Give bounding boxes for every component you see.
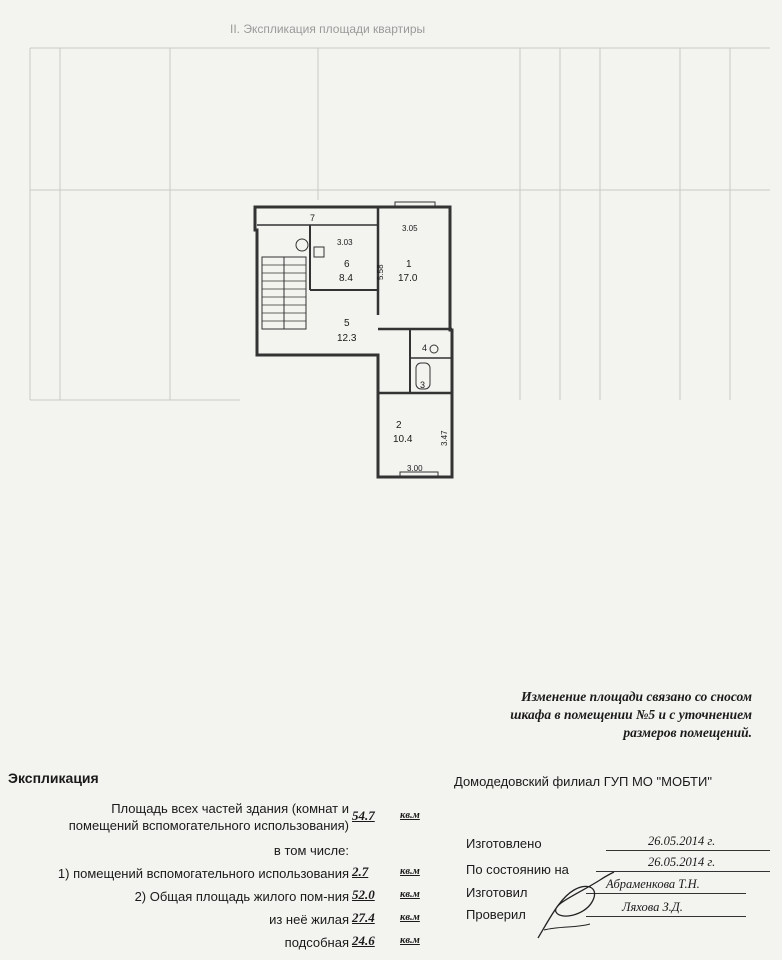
room-1-area: 17.0 xyxy=(398,273,418,284)
general-area-value: 52.0 xyxy=(352,887,375,902)
change-note xyxy=(430,688,752,742)
room-2-number: 2 xyxy=(396,420,402,431)
made-label: Изготовлено xyxy=(466,836,542,851)
state-date: 26.05.2014 г. xyxy=(648,855,716,869)
dim-room2-length: 3.47 xyxy=(440,430,449,446)
general-area-unit: кв.м xyxy=(400,889,420,900)
change-note-line-2: шкафа в помещении №5 и с уточнением xyxy=(510,707,752,722)
general-area-label: 2) Общая площадь жилого пом-ния xyxy=(134,889,349,904)
maker-name: Абраменкова Т.Н. xyxy=(606,877,700,891)
maker-label: Изготовил xyxy=(466,885,528,900)
change-note-line-1: Изменение площади связано со сносом xyxy=(521,689,752,704)
total-area-unit: кв.м xyxy=(400,810,420,821)
checker-label: Проверил xyxy=(466,907,526,922)
room-6-number: 6 xyxy=(344,259,350,270)
utility-area-label: подсобная xyxy=(284,935,349,950)
room-6-area: 8.4 xyxy=(339,273,353,284)
room-4-number: 4 xyxy=(422,343,428,353)
dim-room6-width: 3.03 xyxy=(337,238,353,247)
living-area-value: 27.4 xyxy=(352,910,375,925)
state-underline xyxy=(596,871,770,872)
explication-title: Экспликация xyxy=(8,770,99,786)
state-label: По состоянию на xyxy=(466,862,569,877)
total-area-value: 54.7 xyxy=(352,808,375,823)
change-note-line-3: размеров помещений. xyxy=(623,725,752,740)
dim-room2-width: 3.00 xyxy=(407,464,423,473)
living-area-unit: кв.м xyxy=(400,912,420,923)
checker-name: Ляхова З.Д. xyxy=(622,900,683,914)
aux-area-unit: кв.м xyxy=(400,866,420,877)
room-5-number: 5 xyxy=(344,318,350,329)
room-2-area: 10.4 xyxy=(393,434,413,445)
room-3-number: 3 xyxy=(420,380,426,390)
handwritten-signature xyxy=(530,868,620,948)
total-area-label-1: Площадь всех частей здания (комнат и xyxy=(111,801,349,816)
room-5-area: 12.3 xyxy=(337,333,357,344)
utility-area-value: 24.6 xyxy=(352,933,375,948)
aux-area-label: 1) помещений вспомогательного использования xyxy=(57,866,349,881)
room-1-number: 1 xyxy=(406,259,412,270)
organization-name: Домодедовский филиал ГУП МО "МОБТИ" xyxy=(454,774,712,789)
section-title: II. Экспликация площади квартиры xyxy=(230,22,426,36)
dim-room1-width: 3.05 xyxy=(402,224,418,233)
aux-area-value: 2.7 xyxy=(352,864,369,879)
total-area-label-2: помещений вспомогательного использования) xyxy=(68,818,349,833)
including-label: в том числе: xyxy=(273,843,349,858)
made-date: 26.05.2014 г. xyxy=(648,834,716,848)
living-area-label: из неё жилая xyxy=(269,912,349,927)
made-underline xyxy=(606,850,770,851)
dim-room1-length: 5.58 xyxy=(376,264,385,280)
room-7-number: 7 xyxy=(310,213,316,223)
utility-area-unit: кв.м xyxy=(400,935,420,946)
